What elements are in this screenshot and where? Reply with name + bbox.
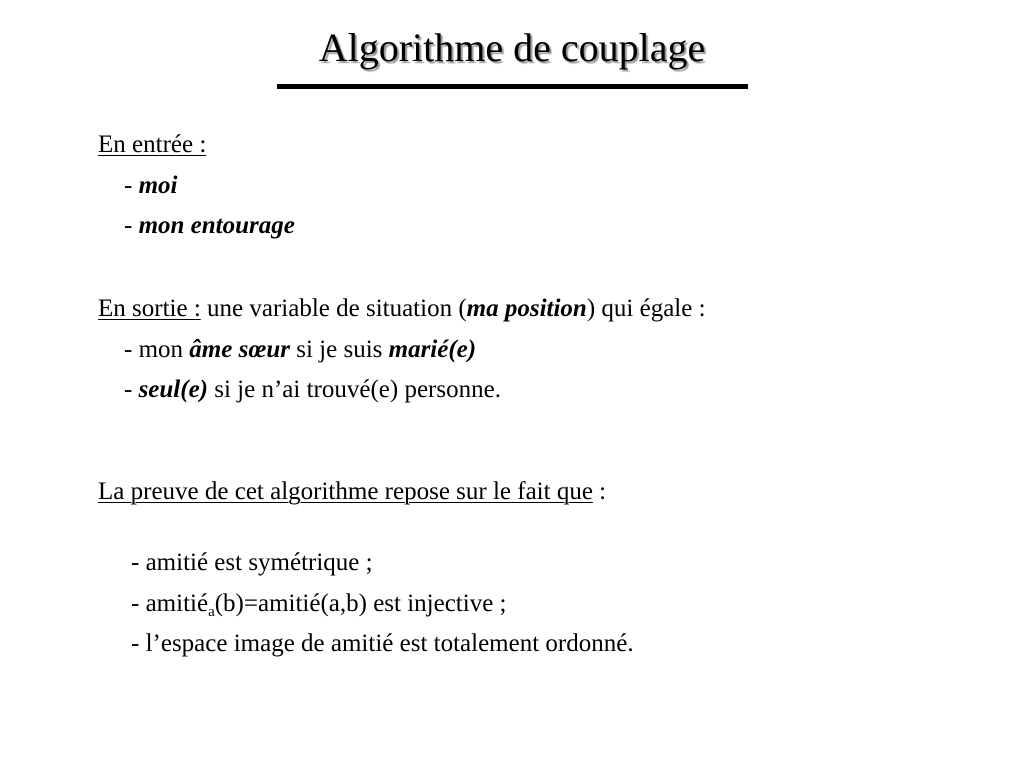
output-item-single	[124, 374, 501, 406]
proof-item2-suffix: (b)=amitié(a,b) est injective ;	[214, 590, 507, 617]
input-label: En entrée :	[98, 131, 207, 158]
proof-heading	[98, 476, 606, 508]
output-item2-prefix: -	[124, 376, 139, 403]
proof-item-ordered: - l’espace image de amitié est totalement ordonné.	[131, 630, 634, 657]
input-item-moi	[124, 170, 177, 202]
output-item1-bold2: marié(e)	[388, 336, 477, 363]
proof-item-injective	[131, 588, 507, 620]
output-intro-bold: ma position	[466, 295, 587, 322]
output-item1-prefix: - mon	[124, 336, 190, 363]
title-underline	[277, 84, 748, 89]
input-item-dash: -	[124, 212, 139, 239]
output-item1-middle: si je suis	[290, 336, 389, 363]
input-item-text: mon entourage	[138, 212, 295, 239]
slide-title: Algorithme de couplage	[318, 25, 706, 70]
input-item-dash: -	[124, 172, 139, 199]
proof-suffix: :	[592, 478, 607, 505]
proof-item-symmetric: - amitié est symétrique ;	[131, 549, 373, 576]
output-intro-before: une variable de situation (	[200, 295, 467, 322]
input-item-entourage	[124, 210, 295, 242]
output-item1-bold1: âme sœur	[189, 336, 290, 363]
output-item2-bold: seul(e)	[138, 376, 208, 403]
output-intro-after: ) qui égale :	[586, 295, 706, 322]
output-intro	[98, 293, 706, 325]
output-item2-suffix: si je n’ai trouvé(e) personne.	[208, 376, 501, 403]
proof-label: La preuve de cet algorithme repose sur le fait que	[98, 478, 593, 505]
input-item-text: moi	[138, 172, 178, 199]
output-item-married	[124, 334, 476, 366]
proof-item2-prefix: - amitié	[131, 590, 209, 617]
proof-item2-subscript: a	[208, 604, 215, 620]
input-heading	[98, 129, 206, 161]
output-label: En sortie :	[98, 295, 201, 322]
